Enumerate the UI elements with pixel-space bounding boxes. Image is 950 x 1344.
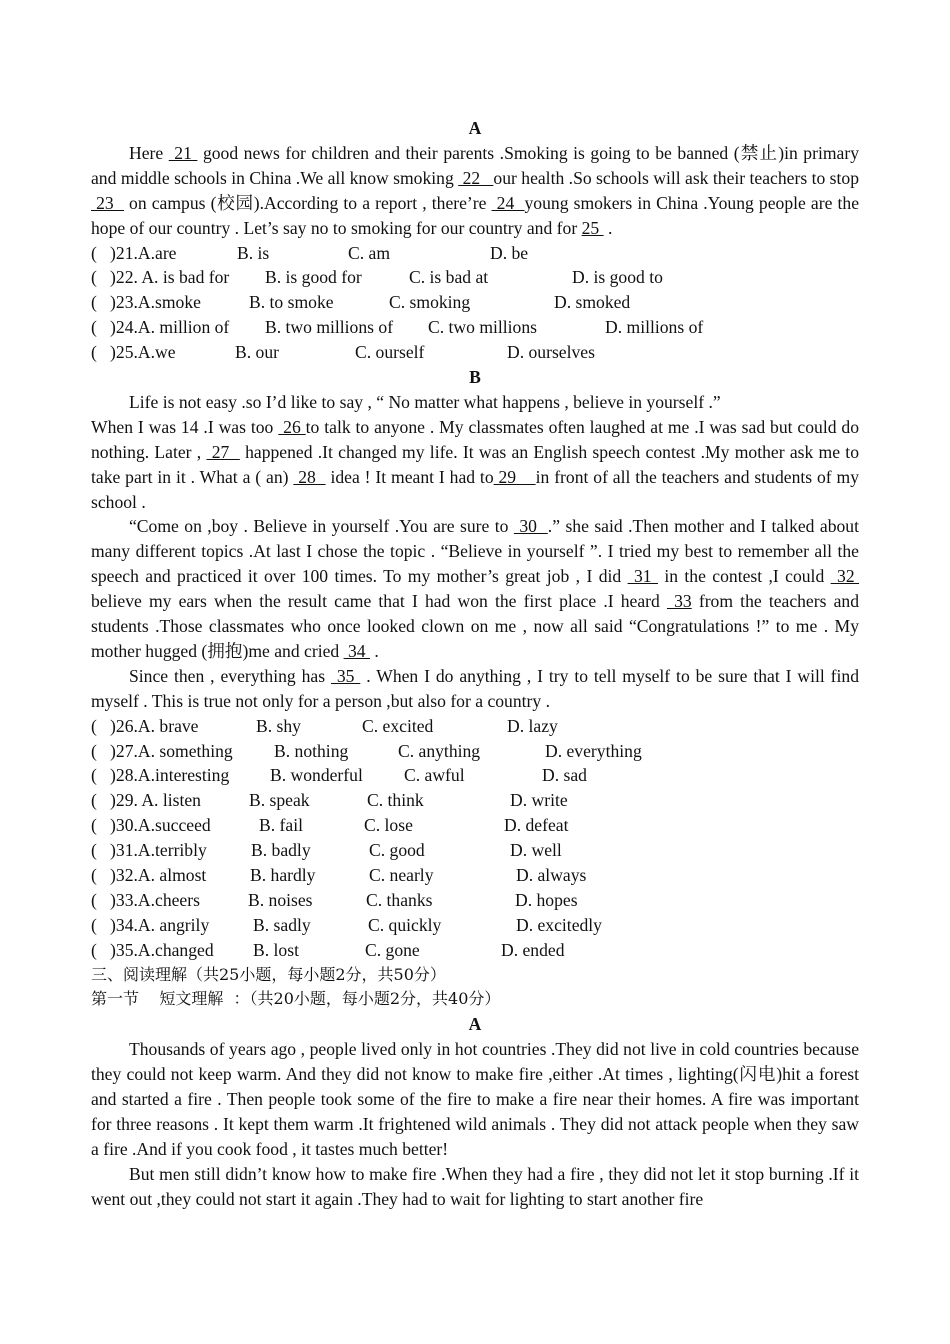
blank-25: 25 xyxy=(581,217,604,238)
question-29: ( )29. A. listen B. speak C. think D. write xyxy=(91,790,568,811)
blank-23: 23 xyxy=(91,192,124,213)
blank-29: 29 xyxy=(493,466,536,487)
section-a-title: A xyxy=(468,118,482,138)
reading-a-p1: Thousands of years ago , people lived only in hot countries .They did not live in cold countries because they could not keep warm. And they did not know to make fire ,either .At times , lighting(闪电)hit a forest and started a fire . Then people took some of the fire to make a fire near their homes. A fire was important for three reasons . It kept them warm .It frightened wild animals . They did not attack people when they saw a fire .And if you cook food , it tastes much better! xyxy=(91,1039,859,1159)
blank-22: 22 xyxy=(458,167,494,188)
question-23: ( )23.A.smoke B. to smoke C. smoking D. smoked xyxy=(91,292,631,313)
question-21: ( )21.A.are B. is C. am D. be xyxy=(91,242,529,263)
passage-b-p1: Life is not easy .so I’d like to say , “ No matter what happens , believe in yourself .” xyxy=(129,391,721,412)
questions-b xyxy=(91,714,859,963)
question-31: ( )31.A.terribly B. badly C. good D. well xyxy=(91,840,562,861)
blank-21: 21 xyxy=(168,142,198,163)
passage-a: Here 21 good news for children and their parents .Smoking is going to be banned (禁止)in primary and middle schools in China .We all know smoking 22 our health .So schools will ask their teachers to stop 23 on campus (校园).According to a report , there’re 24 young smokers in China .Young people are the hope of our country . Let’s say no to smoking for our country and for 25 . xyxy=(91,142,860,238)
passage-b-p3: “Come on ,boy . Believe in yourself .You are sure to 30 .” she said .Then mother and I talked about many different topics .At last I chose the topic . “Believe in yourself ”. I tried my best to remember all the speech and practiced it over 100 times. To my mother’s great job , I did 31 in the contest ,I could 32 believe my ears when the result came that I had won the first place .I heard 33 from the teachers and students .Those classmates who once looked clown on me , now all said “Congratulations !” to me . My mother hugged (拥抱)me and cried 34 . xyxy=(91,516,860,661)
blank-24: 24 xyxy=(491,192,525,213)
question-24: ( )24.A. million of B. two millions of C. two millions D. millions of xyxy=(91,317,704,338)
question-26: ( )26.A. brave B. shy C. excited D. lazy xyxy=(91,715,558,736)
exam-page xyxy=(91,116,859,1212)
reading-a-title: A xyxy=(468,1014,482,1035)
questions-a xyxy=(91,241,859,365)
question-34: ( )34.A. angrily B. sadly C. quickly D. excitedly xyxy=(91,914,602,935)
blank-28: 28 xyxy=(293,466,326,487)
blank-35: 35 xyxy=(330,665,361,686)
reading-a-p2: But men still didn’t know how to make fire .When they had a fire , they did not let it stop burning .If it went out ,they could not start it again .They had to wait for lighting to start another fire xyxy=(91,1163,859,1209)
blank-27: 27 xyxy=(206,441,240,462)
reading-heading: 三、阅读理解（共25小题，每小题2分，共50分） xyxy=(91,964,446,984)
question-33: ( )33.A.cheers B. noises C. thanks D. hopes xyxy=(91,889,578,910)
question-32: ( )32.A. almost B. hardly C. nearly D. always xyxy=(91,865,587,886)
reading-subheading: 第一节 短文理解 ：（共20小题，每小题2分，共40分） xyxy=(91,989,501,1009)
blank-32: 32 xyxy=(830,566,860,587)
question-25: ( )25.A.we B. our C. ourself D. ourselves xyxy=(91,342,595,363)
question-28: ( )28.A.interesting B. wonderful C. awful D. sad xyxy=(91,765,587,786)
question-27: ( )27.A. something B. nothing C. anything D. everything xyxy=(91,740,642,761)
question-35: ( )35.A.changed B. lost C. gone D. ended xyxy=(91,939,565,960)
passage-b-p2: When I was 14 .I was too 26 to talk to anyone . My classmates often laughed at me .I was sad but could do nothing. Later , 27 happened .It changed my life. It was an English speech contest .My mother ask me to take part in it . What a ( an) 28 idea ! It meant I had to 29 in front of all the teachers and students of my school . xyxy=(91,416,860,512)
question-30: ( )30.A.succeed B. fail C. lose D. defeat xyxy=(91,815,569,836)
blank-26: 26 xyxy=(278,416,306,437)
blank-33: 33 xyxy=(666,591,692,612)
section-b-title: B xyxy=(469,366,481,387)
question-22: ( )22. A. is bad for B. is good for C. is bad at D. is good to xyxy=(91,267,663,288)
blank-34: 34 xyxy=(343,640,370,661)
blank-30: 30 xyxy=(513,516,548,537)
blank-31: 31 xyxy=(627,566,658,587)
passage-b-p4: Since then , everything has 35 . When I do anything , I try to tell myself to be sure that I will find myself . This is true not only for a person ,but also for a country . xyxy=(91,665,859,711)
